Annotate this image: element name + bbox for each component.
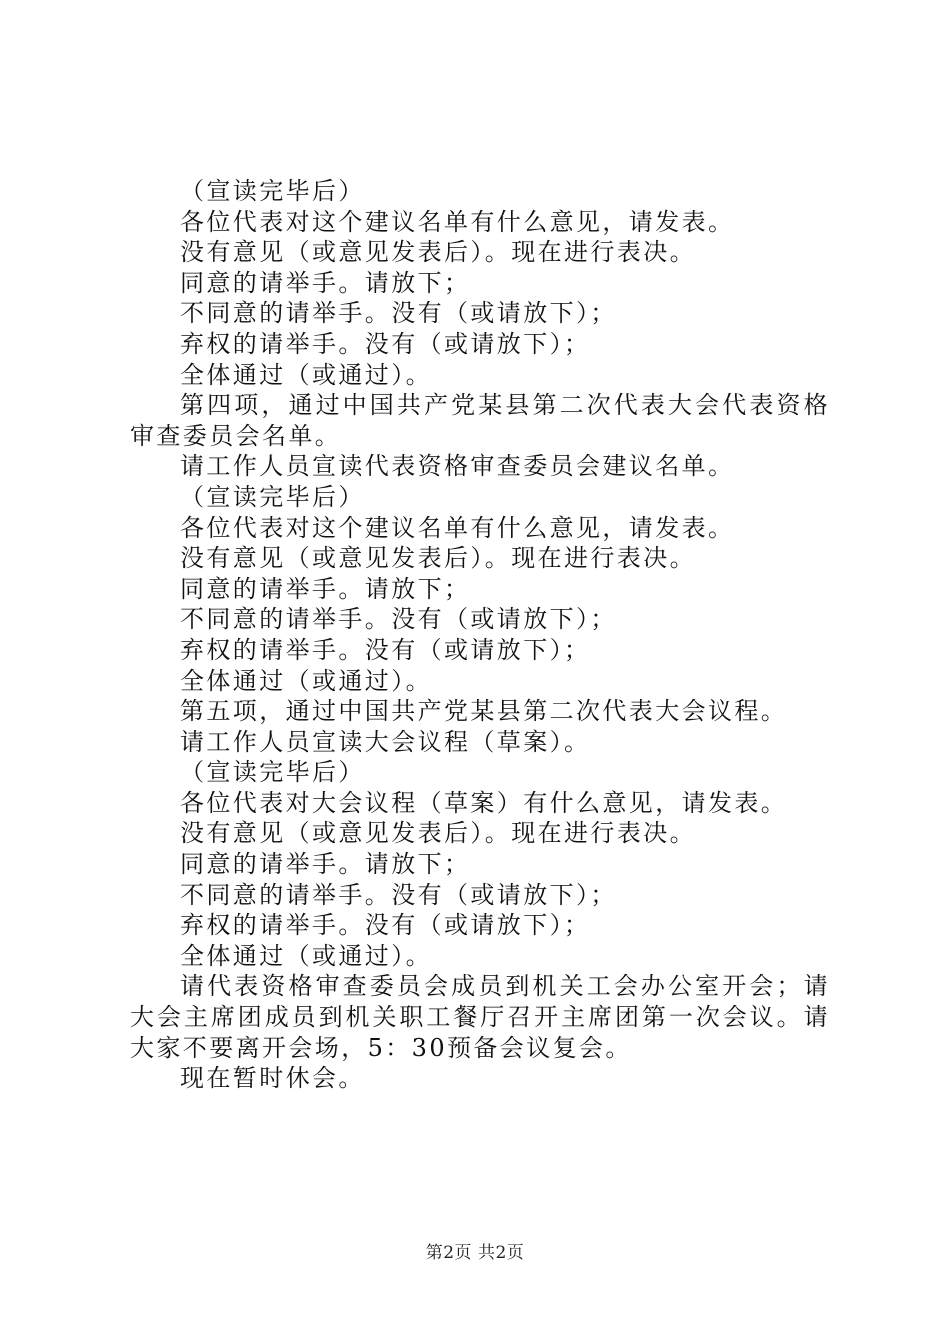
paragraph: 没有意见（或意见发表后）。现在进行表决。 (180, 819, 696, 848)
paragraph: 现在暂时休会。 (180, 1064, 365, 1093)
paragraph: 弃权的请举手。没有（或请放下）； (180, 635, 591, 664)
paragraph: （宣读完毕后） (180, 758, 365, 787)
paragraph: 不同意的请举手。没有（或请放下）； (180, 880, 617, 909)
paragraph: （宣读完毕后） (180, 482, 365, 511)
paragraph: 不同意的请举手。没有（或请放下）； (180, 299, 617, 328)
paragraph: 请工作人员宣读代表资格审查委员会建议名单。 (180, 452, 735, 481)
paragraph: 弃权的请举手。没有（或请放下）； (180, 329, 591, 358)
paragraph: 各位代表对大会议程（草案）有什么意见，请发表。 (180, 788, 788, 817)
paragraph: 各位代表对这个建议名单有什么意见，请发表。 (180, 513, 735, 542)
paragraph: 全体通过（或通过）。 (180, 360, 432, 389)
paragraph: 同意的请举手。请放下； (180, 850, 471, 879)
paragraph: 全体通过（或通过）。 (180, 666, 432, 695)
paragraph: 同意的请举手。请放下； (180, 268, 471, 297)
paragraph: 请代表资格审查委员会成员到机关工会办公室开会；请大会主席团成员到机关职工餐厅召开主席团第一次会议。请大家不要离开会场，5：30预备会议复会。 (130, 972, 830, 1062)
document-body (130, 176, 830, 1094)
paragraph: （宣读完毕后） (180, 177, 365, 205)
page-number-footer: 第2页 共2页 (425, 1243, 525, 1263)
paragraph: 各位代表对这个建议名单有什么意见，请发表。 (180, 207, 735, 236)
paragraph: 第四项，通过中国共产党某县第二次代表大会代表资格审查委员会名单。 (130, 391, 830, 450)
paragraph: 全体通过（或通过）。 (180, 941, 432, 970)
paragraph: 请工作人员宣读大会议程（草案）。 (180, 727, 591, 756)
paragraph: 弃权的请举手。没有（或请放下）； (180, 911, 591, 940)
paragraph: 第五项，通过中国共产党某县第二次代表大会议程。 (180, 697, 788, 726)
paragraph: 不同意的请举手。没有（或请放下）； (180, 605, 617, 634)
paragraph: 没有意见（或意见发表后）。现在进行表决。 (180, 544, 696, 573)
paragraph: 没有意见（或意见发表后）。现在进行表决。 (180, 238, 696, 267)
paragraph: 同意的请举手。请放下； (180, 574, 471, 603)
